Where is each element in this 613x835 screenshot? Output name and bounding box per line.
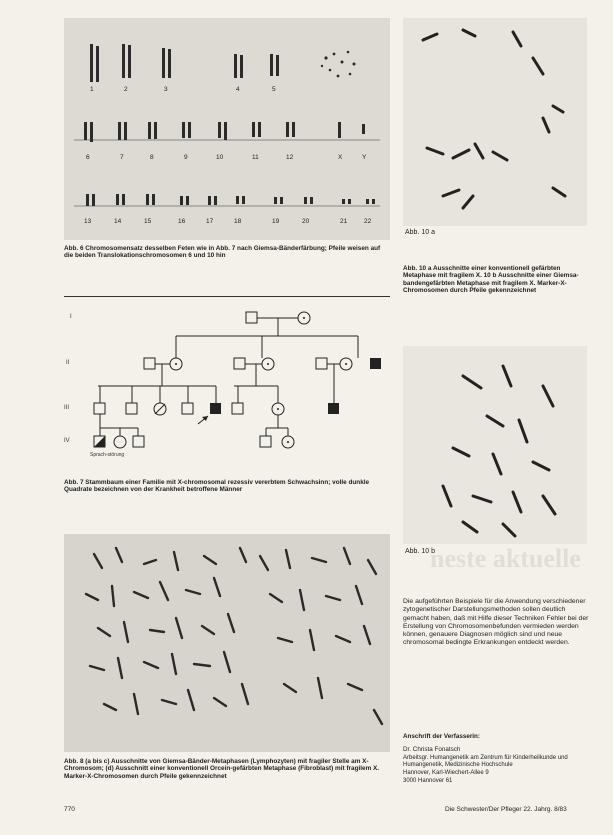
caption-abb8: Abb. 8 (a bis c) Ausschnitte von Giemsa-Bänder-Metaphasen (Lymphozyten) mit fragiler Stelle am X-Chromosom; (d) Ausschnitt einer konventionell Orcein-gefärbten Metaphase (Fibroblast) mit fragilem X. Marker-X-Chromosomen durch Pfeile gekennzeichnet	[64, 758, 380, 780]
chromosome-label: 13	[84, 218, 92, 225]
watermark-text: neste aktuelle	[430, 544, 581, 573]
body-paragraph: Die aufgeführten Beispiele für die Anwendung verschiedener zytogenetischer Darstellungsmethoden sollen deutlich gemacht haben, daß mit Hilfe dieser Techniken Fehler bei der Erstellung von Chromosomenbefunden vermieden werden können, genauere Diagnosen möglich sind und neue chromosomal bedingte Erkrankungen entdeckt werden.	[403, 598, 589, 647]
author-heading: Anschrift der Verfasserin:	[403, 733, 480, 740]
chromosome-label: 2	[124, 86, 128, 93]
metaphase-chromosomes	[64, 534, 390, 752]
chromosome-label: 14	[114, 218, 122, 225]
journal-footer: Die Schwester/Der Pfleger 22. Jahrg. 8/83	[445, 806, 567, 813]
author-address-line: Hannover, Karl-Wiechert-Allee 9	[403, 770, 489, 776]
author-address-line: 3000 Hannover 61	[403, 778, 453, 784]
chromosome-label: Y	[362, 154, 367, 161]
chromosomes-10b	[403, 346, 587, 544]
chromosome-label: 22	[364, 218, 372, 225]
chromosome-label: 12	[286, 154, 294, 161]
chromosome-label: 21	[340, 218, 348, 225]
author-name: Dr. Christa Fonatsch	[403, 746, 461, 753]
caption-abb7: Abb. 7 Stammbaum einer Familie mit X-chromosomal rezessiv vererbtem Schwachsinn; volle dunkle Quadrate bezeichnen von der Krankheit betroffene Männer	[64, 479, 370, 494]
chromosomes-10a	[403, 18, 587, 226]
caption-abb6: Abb. 6 Chromosomensatz desselben Feten wie in Abb. 7 nach Giemsa-Bänderfärbung; Pfeile weisen auf die beiden Translokationschromosomen 6 und 10 hin	[64, 245, 381, 260]
generation-label: II	[66, 360, 70, 366]
chromosome-label: 4	[236, 86, 240, 93]
metaphase-photo-10a	[403, 18, 587, 226]
label-abb10a: Abb. 10 a	[405, 229, 435, 236]
chromosome-label: X	[338, 154, 343, 161]
label-abb10b: Abb. 10 b	[405, 548, 435, 555]
chromosome-label: 5	[272, 86, 276, 93]
chromosome-label: 9	[184, 154, 188, 161]
pedigree-note: Sprach-störung	[90, 452, 125, 458]
metaphase-photo-10b	[403, 346, 587, 544]
generation-label: III	[64, 405, 70, 411]
caption-abb10: Abb. 10 a Ausschnitte einer konventionell gefärbten Metaphase mit fragilem X. 10 b Ausschnitte einer Giemsa-bandengefärbten Metaphase mit fragilem X. Marker-X-Chromosomen durch Pfeile gekennzeichnet	[403, 265, 579, 295]
karyotype-figure	[64, 18, 390, 240]
chromosome-label: 1	[90, 86, 94, 93]
chromosome-label: 10	[216, 154, 224, 161]
generation-label: I	[70, 314, 72, 320]
chromosome-label: 17	[206, 218, 214, 225]
page-number: 770	[64, 806, 75, 813]
chromosome-label: 15	[144, 218, 152, 225]
chromosome-label: 8	[150, 154, 154, 161]
chromosome-label: 7	[120, 154, 124, 161]
author-address-line: Arbeitsgr. Humangenetik am Zentrum für Kinderheilkunde und Humangenetik, Medizinische Hochschule	[403, 755, 568, 768]
chromosome-label: 16	[178, 218, 186, 225]
chromosome-label: 18	[234, 218, 242, 225]
generation-label: IV	[64, 438, 70, 444]
chromosome-label: 20	[302, 218, 310, 225]
metaphase-photo	[64, 534, 390, 752]
pedigree-chart	[56, 300, 396, 475]
karyotype-chromosomes	[64, 18, 390, 240]
chromosome-label: 6	[86, 154, 90, 161]
chromosome-label: 11	[252, 154, 259, 161]
chromosome-label: 19	[272, 218, 280, 225]
section-divider	[64, 296, 390, 297]
chromosome-label: 3	[164, 86, 168, 93]
